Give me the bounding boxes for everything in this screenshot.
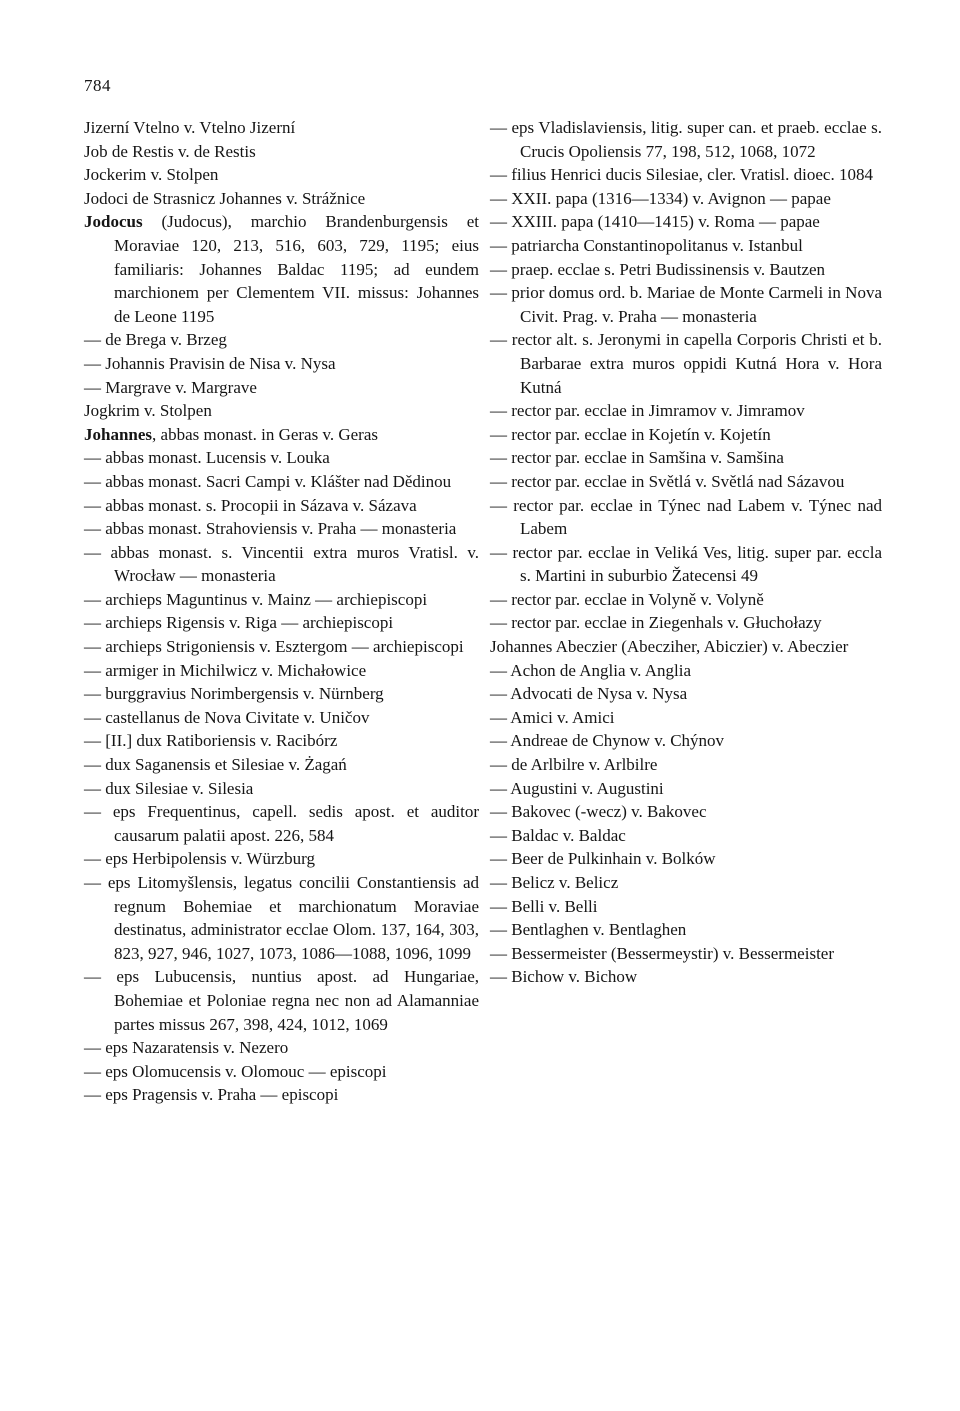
index-entry xyxy=(84,753,479,777)
index-entry xyxy=(84,541,479,588)
index-entry xyxy=(490,611,882,635)
entry-text: — Margrave v. Margrave xyxy=(84,377,257,397)
index-entry xyxy=(490,777,882,801)
entry-text: — eps Lubucensis, nuntius apost. ad Hungariae, Bohemiae et Poloniae regna nec non ad Alamanniae partes missus 267, 398, 424, 1012, 1069 xyxy=(84,967,479,1034)
index-entry xyxy=(84,494,479,518)
index-entry xyxy=(490,918,882,942)
entry-text: — dux Silesiae v. Silesia xyxy=(84,778,254,798)
entry-text: — archieps Maguntinus v. Mainz — archiepiscopi xyxy=(84,589,428,609)
index-entry xyxy=(84,446,479,470)
index-entry xyxy=(490,258,882,282)
index-entry xyxy=(490,494,882,541)
entry-text: — abbas monast. s. Vincentii extra muros Vratisl. v. Wrocław — monasteria xyxy=(84,542,479,586)
index-entry xyxy=(490,328,882,399)
entry-text: — Bessermeister (Bessermeystir) v. Bessermeister xyxy=(490,943,835,963)
entry-text: — Beer de Pulkinhain v. Bolków xyxy=(490,849,716,869)
entry-text: — XXII. papa (1316—1334) v. Avignon — papae xyxy=(490,188,831,208)
entry-text: — patriarcha Constantinopolitanus v. Istanbul xyxy=(490,235,803,255)
index-entry xyxy=(84,729,479,753)
entry-text: — Advocati de Nysa v. Nysa xyxy=(490,684,688,704)
index-entry xyxy=(490,824,882,848)
index-entry xyxy=(490,871,882,895)
entry-text: — armiger in Michilwicz v. Michałowice xyxy=(84,660,367,680)
entry-text: — abbas monast. s. Procopii in Sázava v. Sázava xyxy=(84,495,417,515)
entry-text: — de Arlbilre v. Arlbilre xyxy=(490,755,658,775)
entry-text: , abbas monast. in Geras v. Geras xyxy=(152,424,379,444)
index-entry xyxy=(84,423,479,447)
entry-headword: Jodocus xyxy=(84,212,143,232)
index-entry xyxy=(490,210,882,234)
entry-text: Job de Restis v. de Restis xyxy=(84,141,256,161)
index-entry xyxy=(84,965,479,1036)
index-entry xyxy=(490,423,882,447)
entry-text: — rector par. ecclae in Samšina v. Samšina xyxy=(490,448,784,468)
entry-text: — eps Vladislaviensis, litig. super can. et praeb. ecclae s. Crucis Opoliensis 77, 198, 512, 1068, 1072 xyxy=(490,118,882,161)
index-entry xyxy=(84,376,479,400)
entry-text: — [II.] dux Ratiboriensis v. Racibórz xyxy=(84,731,338,751)
index-entry xyxy=(84,800,479,847)
entry-text: — Baldac v. Baldac xyxy=(490,825,626,845)
entry-text: — Belli v. Belli xyxy=(490,896,598,916)
entry-text: — rector par. ecclae in Světlá v. Světlá nad Sázavou xyxy=(490,471,845,491)
index-entry xyxy=(84,588,479,612)
index-entry xyxy=(490,399,882,423)
index-entry xyxy=(490,446,882,470)
index-entry xyxy=(84,352,479,376)
index-entry xyxy=(84,871,479,965)
entry-text: — Andreae de Chynow v. Chýnov xyxy=(490,731,725,751)
index-entry xyxy=(84,1083,479,1107)
entry-text: — burggravius Norimbergensis v. Nürnberg xyxy=(84,684,384,704)
entry-text: — rector par. ecclae in Týnec nad Labem v. Týnec nad Labem xyxy=(490,495,882,539)
index-entry xyxy=(490,541,882,588)
entry-text: — filius Henrici ducis Silesiae, cler. Vratisl. dioec. 1084 xyxy=(490,165,873,185)
entry-text: — Bakovec (-wecz) v. Bakovec xyxy=(490,802,707,822)
left-column xyxy=(84,116,479,1107)
entry-text: — eps Herbipolensis v. Würzburg xyxy=(84,849,316,869)
index-entry xyxy=(490,187,882,211)
entry-text: — eps Frequentinus, capell. sedis apost. et auditor causarum palatii apost. 226, 584 xyxy=(84,802,479,845)
index-entry xyxy=(84,517,479,541)
entry-text: — Bichow v. Bichow xyxy=(490,967,638,987)
entry-text: — rector par. ecclae in Volyně v. Volyně xyxy=(490,589,764,609)
index-entry xyxy=(490,942,882,966)
index-entry xyxy=(84,706,479,730)
index-entry xyxy=(84,682,479,706)
entry-text: (Judocus), marchio Brandenburgensis et Moraviae 120, 213, 516, 603, 729, 1195; eius familiaris: Johannes Baldac 1195; ad eundem marchionem per Clementem VII. missus: Johannes de Leone 1195 xyxy=(114,212,479,326)
entry-text: — rector par. ecclae in Kojetín v. Kojetín xyxy=(490,424,771,444)
index-entry xyxy=(490,163,882,187)
index-entry xyxy=(490,800,882,824)
index-entry xyxy=(84,611,479,635)
entry-text: — Johannis Pravisin de Nisa v. Nysa xyxy=(84,353,336,373)
index-entry xyxy=(490,895,882,919)
entry-text: — XXIII. papa (1410—1415) v. Roma — papae xyxy=(490,212,820,232)
entry-text: — rector alt. s. Jeronymi in capella Corporis Christi et b. Barbarae extra muros oppidi Kutná Hora v. Hora Kutná xyxy=(490,330,882,397)
index-entry xyxy=(84,1036,479,1060)
index-entry xyxy=(84,140,479,164)
entry-text: — castellanus de Nova Civitate v. Uničov xyxy=(84,707,370,727)
entry-text: — rector par. ecclae in Jimramov v. Jimramov xyxy=(490,401,805,421)
entry-text: — abbas monast. Lucensis v. Louka xyxy=(84,448,330,468)
index-entry xyxy=(84,777,479,801)
entry-text: — archieps Rigensis v. Riga — archiepiscopi xyxy=(84,613,394,633)
entry-text: — de Brega v. Brzeg xyxy=(84,330,227,350)
entry-text: — eps Pragensis v. Praha — episcopi xyxy=(84,1085,339,1105)
entry-text: — eps Litomyšlensis, legatus concilii Constantiensis ad regnum Bohemiae et marchionatum Moraviae destinatus, administrator ecclae Olom. 137, 164, 303, 823, 927, 946, 1027, 1073, 1086—1088, 1096, 1099 xyxy=(84,873,479,963)
index-entry xyxy=(490,116,882,163)
index-entry xyxy=(490,706,882,730)
entry-text: — prior domus ord. b. Mariae de Monte Carmeli in Nova Civit. Prag. v. Praha — monasteria xyxy=(490,283,882,326)
entry-text: — Bentlaghen v. Bentlaghen xyxy=(490,920,687,940)
index-entry xyxy=(84,470,479,494)
index-entry xyxy=(84,187,479,211)
index-entry xyxy=(490,965,882,989)
index-entry xyxy=(84,847,479,871)
index-entry xyxy=(84,1060,479,1084)
index-entry xyxy=(490,659,882,683)
index-entry xyxy=(490,753,882,777)
index-entry xyxy=(490,682,882,706)
index-entry xyxy=(490,588,882,612)
entry-text: — rector par. ecclae in Veliká Ves, litig. super par. eccla s. Martini in suburbio Žatecensi 49 xyxy=(490,542,882,586)
right-column xyxy=(490,116,882,989)
index-entry xyxy=(490,281,882,328)
index-entry xyxy=(84,659,479,683)
entry-text: — eps Olomucensis v. Olomouc — episcopi xyxy=(84,1061,387,1081)
entry-text: — Amici v. Amici xyxy=(490,707,615,727)
entry-text: Johannes Abeczier (Abecziher, Abiczier) v. Abeczier xyxy=(490,637,849,657)
index-entry xyxy=(490,234,882,258)
index-entry xyxy=(84,399,479,423)
entry-text: Jizerní Vtelno v. Vtelno Jizerní xyxy=(84,118,296,137)
index-entry xyxy=(84,210,479,328)
index-entry xyxy=(84,635,479,659)
entry-text: — Achon de Anglia v. Anglia xyxy=(490,660,691,680)
index-entry xyxy=(490,729,882,753)
index-entry xyxy=(84,163,479,187)
index-entry xyxy=(490,470,882,494)
entry-text: — abbas monast. Sacri Campi v. Klášter nad Dědinou xyxy=(84,471,452,491)
entry-text: — eps Nazaratensis v. Nezero xyxy=(84,1038,289,1058)
entry-text: Jogkrim v. Stolpen xyxy=(84,401,212,421)
entry-text: — Belicz v. Belicz xyxy=(490,873,619,892)
entry-text: — archieps Strigoniensis v. Esztergom — archiepiscopi xyxy=(84,637,464,657)
entry-text: — dux Saganensis et Silesiae v. Żagań xyxy=(84,755,347,775)
entry-text: — rector par. ecclae in Ziegenhals v. Głuchołazy xyxy=(490,613,822,633)
entry-text: — Augustini v. Augustini xyxy=(490,778,664,798)
page-number: 784 xyxy=(84,76,111,95)
index-entry xyxy=(84,328,479,352)
index-entry xyxy=(490,847,882,871)
index-entry xyxy=(84,116,479,140)
entry-text: — abbas monast. Strahoviensis v. Praha — monasteria xyxy=(84,519,457,539)
entry-headword: Johannes xyxy=(84,424,153,444)
entry-text: Jockerim v. Stolpen xyxy=(84,165,219,185)
entry-text: Jodoci de Strasnicz Johannes v. Strážnice xyxy=(84,188,366,208)
index-entry xyxy=(490,635,882,659)
entry-text: — praep. ecclae s. Petri Budissinensis v. Bautzen xyxy=(490,259,826,279)
